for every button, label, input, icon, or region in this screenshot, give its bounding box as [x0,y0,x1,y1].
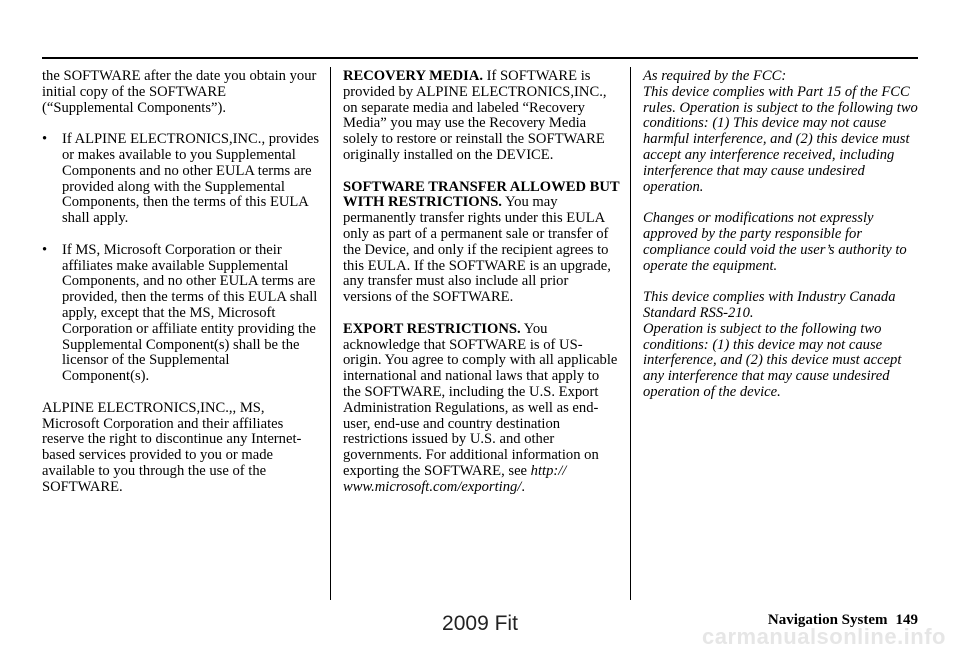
section-title: Navigation System [767,612,888,628]
column-2 [343,69,620,496]
export-heading: EXPORT RESTRICTIONS. [343,320,521,337]
page-number: 149 [895,612,918,628]
paragraph-internet-services: ALPINE ELECTRONICS,INC.,, MS, Microsoft Corporation and their affiliates reserve the right to discontinue any Internet-based services provided to you or made available to you through the use of the SOFTWARE. [42,399,302,495]
column-3 [643,69,923,401]
fcc-statement: This device complies with Part 15 of the FCC rules. Operation is subject to the following two conditions: (1) This device may not cause harmful interference, and (2) this device must accept any interference received, including interference that may cause undesired operation. [643,83,918,195]
section-export-restrictions: EXPORT RESTRICTIONS. You acknowledge that SOFTWARE is of US-origin. You agree to comply with all applicable international and national laws that apply to the SOFTWARE, including the U.S. Export Administration Regulations, as well as end-user, end-use and country destination restrictions issued by U.S. and other governments. For additional information on exporting the SOFTWARE, see http:// www.microsoft.com/exporting/. [343,320,618,495]
export-link[interactable]: http:// www.microsoft.com/exporting/ [343,462,567,495]
industry-canada-statement: Operation is subject to the following two conditions: (1) this device may not cause interference, and (2) this device must accept any interference that may cause undesired operation of the device. [643,320,902,400]
bullet-item-ms: • If MS, Microsoft Corporation or their affiliates make available Supplemental Components, and no other EULA terms are provided, then the terms of this EULA shall apply, except that the MS, Microsoft Corporation or affiliate entity providing the Supplemental Component(s) shall be the licensor of the Supplemental Component(s). [42,241,318,385]
industry-canada-heading: This device complies with Industry Canada Standard RSS-210. [643,289,896,321]
transfer-heading: SOFTWARE TRANSFER ALLOWED BUT WITH RESTRICTIONS. [343,178,620,211]
bullet-icon: • [42,241,48,258]
fcc-heading: As required by the FCC: [643,68,787,84]
section-recovery-media: RECOVERY MEDIA. If SOFTWARE is provided by ALPINE ELECTRONICS,INC., on separate media and labeled “Recovery Media” you may use the Recovery Media solely to restore or reinstall the SOFTWARE originally installed on the DEVICE. [343,68,607,163]
column-1 [42,69,320,496]
paragraph-supplemental-intro: the SOFTWARE after the date you obtain your initial copy of the SOFTWARE (“Supplemental Components”). [42,68,317,116]
bullet-item-alpine: • If ALPINE ELECTRONICS,INC., provides or makes available to you Supplemental Components and no other EULA terms are provided along with the Supplemental Components, then the terms of this EULA shall apply. [42,131,319,227]
column-divider [330,67,331,600]
model-label: 2009 Fit [442,612,518,635]
column-divider [630,67,631,600]
top-rule [42,57,918,59]
bullet-icon: • [42,131,48,148]
modifications-warning: Changes or modifications not expressly approved by the party responsible for compliance could void the user’s authority to operate the equipment. [643,210,907,274]
recovery-heading: RECOVERY MEDIA. [343,68,484,84]
section-software-transfer: SOFTWARE TRANSFER ALLOWED BUT WITH RESTRICTIONS. You may permanently transfer rights under this EULA only as part of a permanent sale or transfer of the Device, and only if the recipient agrees to this EULA. If the SOFTWARE is an upgrade, any transfer must also include all prior versions of the SOFTWARE. [343,178,620,306]
site-watermark: carmanualsonline.info [702,624,946,649]
